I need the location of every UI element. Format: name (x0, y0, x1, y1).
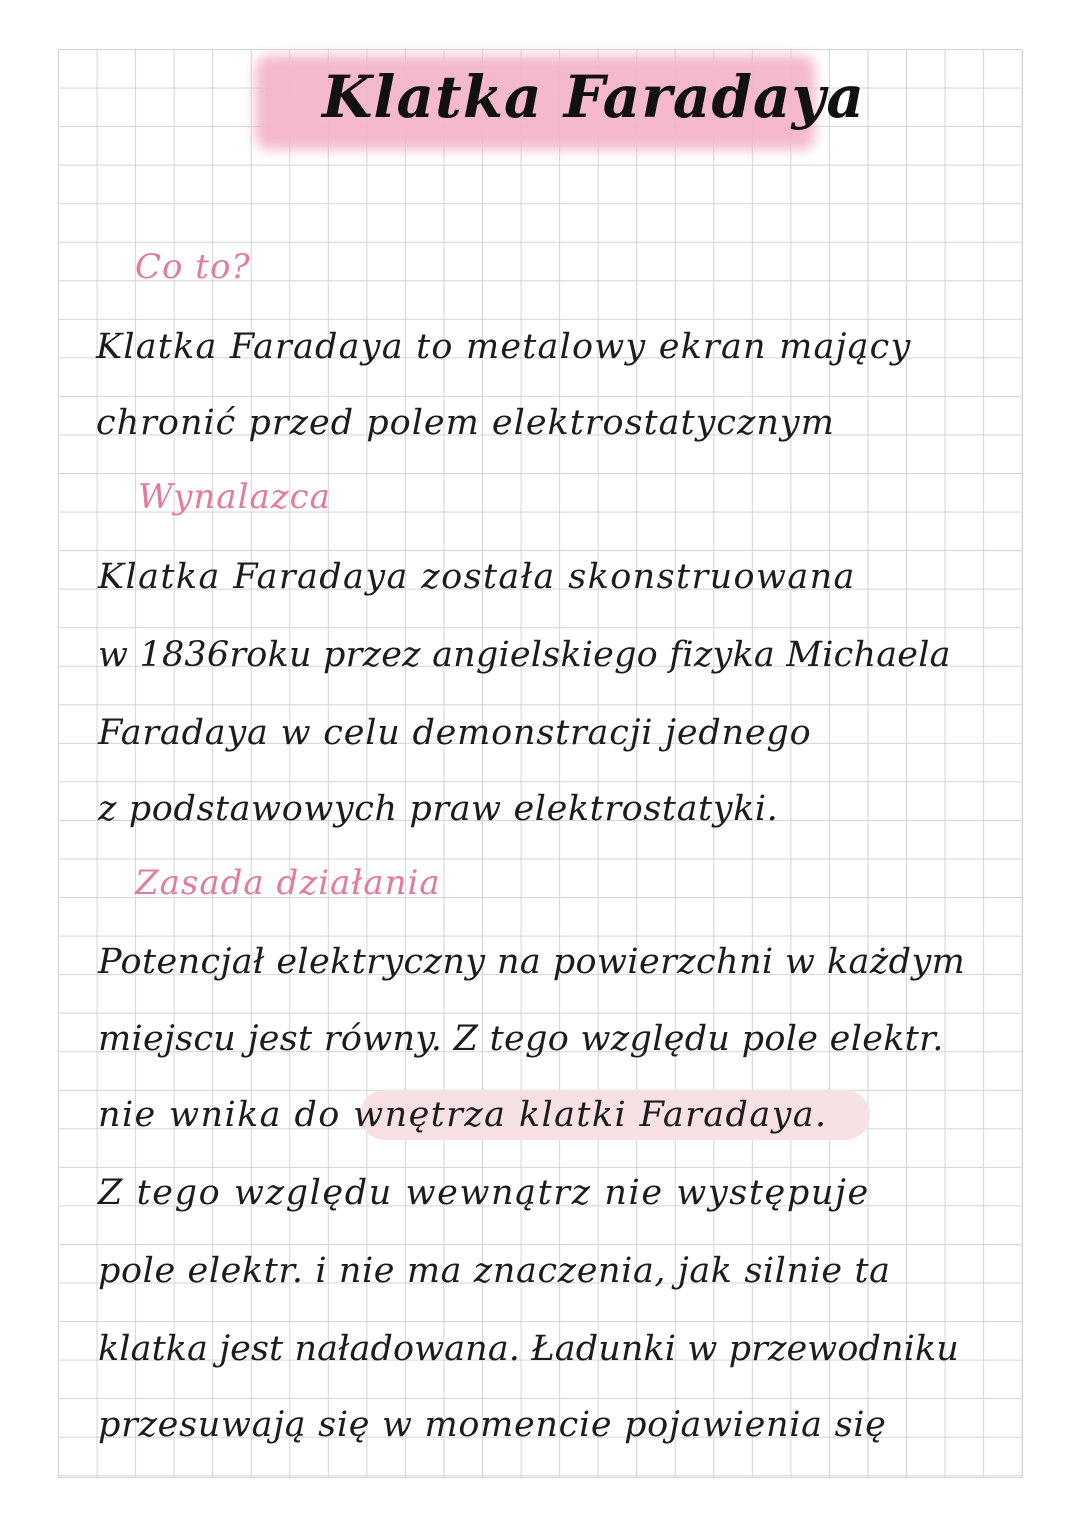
section-heading-wynalazca: Wynalazca (138, 477, 331, 517)
text-line: Faradaya w celu demonstracji jednego (98, 713, 812, 753)
text-line: Klatka Faradaya to metalowy ekran mający (96, 327, 912, 367)
text-line: Klatka Faradaya została skonstruowana (98, 557, 856, 597)
text-line: chronić przed polem elektrostatycznym (96, 403, 835, 443)
text-line: w 1836roku przez angielskiego fizyka Michaela (98, 635, 951, 675)
text-line: Potencjał elektryczny na powierzchni w każdym (98, 942, 966, 982)
text-line: miejscu jest równy. Z tego względu pole elektr. (98, 1019, 944, 1059)
section-heading-co-to: Co to? (135, 247, 251, 287)
page-title: Klatka Faradaya (322, 63, 865, 131)
text-line: pole elektr. i nie ma znaczenia, jak silnie ta (98, 1251, 891, 1291)
text-line: z podstawowych praw elektrostatyki. (98, 789, 779, 829)
text-line: klatka jest naładowana. Ładunki w przewodniku (98, 1329, 959, 1369)
section-heading-zasada-dzialania: Zasada działania (135, 863, 441, 903)
text-line: nie wnika do wnętrza klatki Faradaya. (98, 1095, 828, 1135)
text-line: przesuwają się w momencie pojawienia się (98, 1405, 887, 1445)
text-line: Z tego względu wewnątrz nie występuje (98, 1173, 870, 1213)
